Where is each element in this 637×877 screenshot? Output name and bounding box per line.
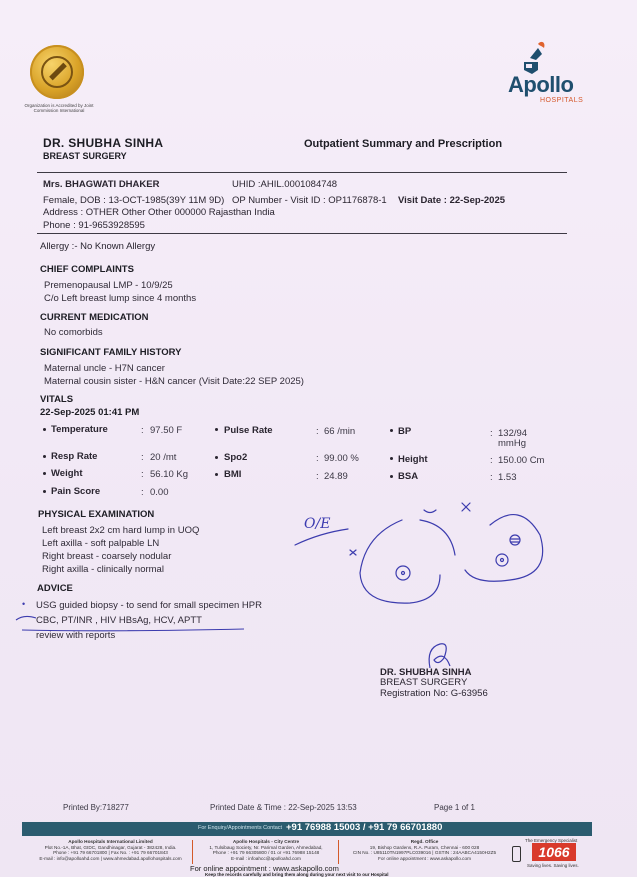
patient-phone: Phone : 91-9653928595 bbox=[43, 220, 145, 231]
advice-heading: ADVICE bbox=[37, 583, 73, 594]
document-title: Outpatient Summary and Prescription bbox=[304, 138, 503, 150]
physical-exam-heading: PHYSICAL EXAMINATION bbox=[38, 509, 155, 520]
bullet-dot bbox=[390, 457, 393, 460]
keep-records-note: Keep the records carefully and bring them along during your next visit to our Hospital bbox=[205, 872, 389, 877]
enquiry-phones: +91 76988 15003 / +91 79 66701880 bbox=[286, 822, 443, 833]
address-line: Phone : +91 79 66305800 / 01 or +91 76988 15148 bbox=[212, 850, 320, 856]
physical-exam-line: Left axilla - soft palpable LN bbox=[42, 538, 160, 549]
vital-value: 99.00 % bbox=[324, 453, 359, 464]
vital-label: Height bbox=[398, 454, 428, 465]
doctor-department: BREAST SURGERY bbox=[43, 151, 127, 161]
bullet-dot bbox=[390, 475, 393, 478]
vital-colon: : bbox=[490, 428, 493, 439]
online-appointment: For online appointment : www.askapollo.com bbox=[190, 864, 339, 873]
emergency-tagline: The Emergency Specialist bbox=[525, 838, 578, 843]
vital-value: 132/94 bbox=[498, 428, 528, 439]
signature-department: BREAST SURGERY bbox=[380, 677, 468, 688]
family-history-heading: SIGNIFICANT FAMILY HISTORY bbox=[40, 347, 182, 358]
address-block-international bbox=[28, 839, 193, 861]
vital-value: 1.53 bbox=[498, 472, 517, 483]
patient-op-visit-id: OP Number - Visit ID : OP1176878-1 bbox=[232, 195, 387, 206]
patient-uhid: UHID :AHIL.0001084748 bbox=[232, 179, 338, 190]
signature-doctor-name: DR. SHUBHA SINHA bbox=[380, 667, 472, 678]
address-line: Plot No.-1A, Bhat, GIDC, Gandhinagar, Gujarat - 382428, India. bbox=[44, 844, 177, 850]
address-line: CIN No. : U85110TN1997PLC039016 | GSTIN : 24AABCA4150H2Z5 bbox=[352, 850, 497, 856]
enquiry-label: For Enquiry/Appointments Contact bbox=[198, 825, 283, 831]
physical-exam-line: Right axilla - clinically normal bbox=[42, 564, 164, 575]
physical-exam-line: Right breast - coarsely nodular bbox=[42, 551, 172, 562]
vitals-heading: VITALS bbox=[40, 394, 74, 405]
patient-address: Address : OTHER Other Other 000000 Rajasthan India bbox=[43, 207, 275, 218]
accreditation-caption: Organization is Accredited by Joint Commission International bbox=[24, 103, 94, 113]
address-line: E-mail : infoahcc@apolloahd.com bbox=[231, 855, 301, 861]
vital-value: 0.00 bbox=[150, 487, 169, 498]
advice-line: USG guided biopsy - to send for small specimen HPR bbox=[36, 600, 262, 611]
address-line: E-mail : info@apolloahd.com | www.ahmedabad.apollohospitals.com bbox=[39, 855, 182, 861]
bullet-dot bbox=[43, 455, 46, 458]
current-medication-line: No comorbids bbox=[44, 327, 103, 338]
bullet-dot bbox=[43, 472, 46, 475]
bullet-dot bbox=[215, 473, 218, 476]
advice-line: review with reports bbox=[36, 630, 116, 641]
signature-registration: Registration No: G-63956 bbox=[380, 688, 488, 699]
bullet-dot bbox=[215, 428, 218, 431]
vital-colon: : bbox=[316, 471, 319, 482]
vital-colon: : bbox=[141, 469, 144, 480]
vital-label: BSA bbox=[398, 471, 419, 482]
address-line: 1, Tulsibaug Society, Nr. Parimal Garden, Ahmedabad, bbox=[209, 844, 323, 850]
family-history-line: Maternal uncle - H7N cancer bbox=[44, 363, 165, 374]
phone-icon bbox=[512, 846, 521, 862]
address-line: 19, Bishop Gardens, R.A. Puram, Chennai - 600 028 bbox=[369, 844, 480, 850]
vital-label: Weight bbox=[51, 468, 83, 479]
emergency-subtagline: Saving lives. Saving lives. bbox=[527, 863, 579, 868]
current-medication-heading: CURRENT MEDICATION bbox=[40, 312, 149, 323]
address-line: For online appointment : www.askapollo.com bbox=[377, 855, 471, 861]
vital-label: Temperature bbox=[51, 424, 108, 435]
vital-unit: mmHg bbox=[498, 438, 526, 449]
vital-label: BMI bbox=[224, 469, 242, 480]
address-divider bbox=[338, 840, 339, 864]
physical-exam-line: Left breast 2x2 cm hard lump in UOQ bbox=[42, 525, 200, 536]
bullet-dot bbox=[43, 490, 46, 493]
vitals-datetime: 22-Sep-2025 01:41 PM bbox=[40, 407, 140, 418]
handwritten-oe: O/E bbox=[304, 516, 331, 532]
vital-colon: : bbox=[141, 487, 144, 498]
vital-value: 97.50 F bbox=[150, 425, 183, 436]
patient-gender-dob: Female, DOB : 13-OCT-1985(39Y 11M 9D) bbox=[43, 195, 225, 206]
vital-label: Resp Rate bbox=[51, 451, 98, 462]
vital-label: Pain Score bbox=[51, 486, 101, 497]
header-divider bbox=[37, 172, 567, 173]
vital-colon: : bbox=[490, 472, 493, 483]
printed-by: Printed By:718277 bbox=[63, 803, 129, 812]
address-divider bbox=[192, 840, 193, 864]
visit-date: Visit Date : 22-Sep-2025 bbox=[398, 195, 506, 206]
address-title: Apollo Hospitals - City Centre bbox=[232, 839, 300, 844]
handwritten-bullet: • bbox=[22, 599, 26, 609]
bullet-dot bbox=[215, 456, 218, 459]
vital-label: Spo2 bbox=[224, 452, 248, 463]
apollo-brand-text: Apollo bbox=[508, 72, 574, 97]
chief-complaints-heading: CHIEF COMPLAINTS bbox=[40, 264, 134, 275]
address-title: Regd. Office bbox=[410, 839, 439, 844]
vital-value: 150.00 Cm bbox=[498, 455, 545, 466]
advice-line: CBC, PT/INR , HIV HBsAg, HCV, APTT bbox=[36, 615, 202, 626]
vital-colon: : bbox=[141, 452, 144, 463]
vital-colon: : bbox=[316, 453, 319, 464]
address-block-regd-office bbox=[342, 839, 507, 861]
vital-label: BP bbox=[398, 426, 412, 437]
apollo-brand-sub: HOSPITALS bbox=[540, 97, 584, 104]
jci-accreditation-seal-icon bbox=[30, 45, 84, 99]
vital-colon: : bbox=[490, 455, 493, 466]
page-number: Page 1 of 1 bbox=[434, 803, 475, 812]
vital-colon: : bbox=[316, 426, 319, 437]
vital-value: 66 /min bbox=[324, 426, 356, 437]
emergency-number: 1066 bbox=[532, 843, 576, 861]
handwritten-breast-diagram bbox=[290, 495, 560, 615]
vital-label: Pulse Rate bbox=[224, 425, 273, 436]
address-line: Phone : +91 79 66701800 | Fax No. : +91 79 66701843 bbox=[53, 850, 168, 856]
vital-colon: : bbox=[141, 425, 144, 436]
bullet-dot bbox=[43, 428, 46, 431]
doctor-name: DR. SHUBHA SINHA bbox=[43, 136, 164, 150]
vital-value: 24.89 bbox=[324, 471, 348, 482]
bullet-dot bbox=[390, 429, 393, 432]
family-history-line: Maternal cousin sister - H&N cancer (Visit Date:22 SEP 2025) bbox=[44, 376, 304, 387]
address-block-city-centre bbox=[196, 839, 336, 861]
allergy-status: Allergy :- No Known Allergy bbox=[40, 241, 156, 252]
chief-complaint-line: C/o Left breast lump since 4 months bbox=[44, 293, 197, 304]
vital-value: 20 /mt bbox=[150, 452, 177, 463]
patient-name: Mrs. BHAGWATI DHAKER bbox=[43, 179, 160, 190]
chief-complaint-line: Premenopausal LMP - 10/9/25 bbox=[44, 280, 173, 291]
vital-value: 56.10 Kg bbox=[150, 469, 189, 480]
printed-datetime: Printed Date & Time : 22-Sep-2025 13:53 bbox=[210, 803, 357, 812]
patient-divider bbox=[37, 233, 567, 234]
address-title: Apollo Hospitals International Limited bbox=[68, 839, 153, 844]
